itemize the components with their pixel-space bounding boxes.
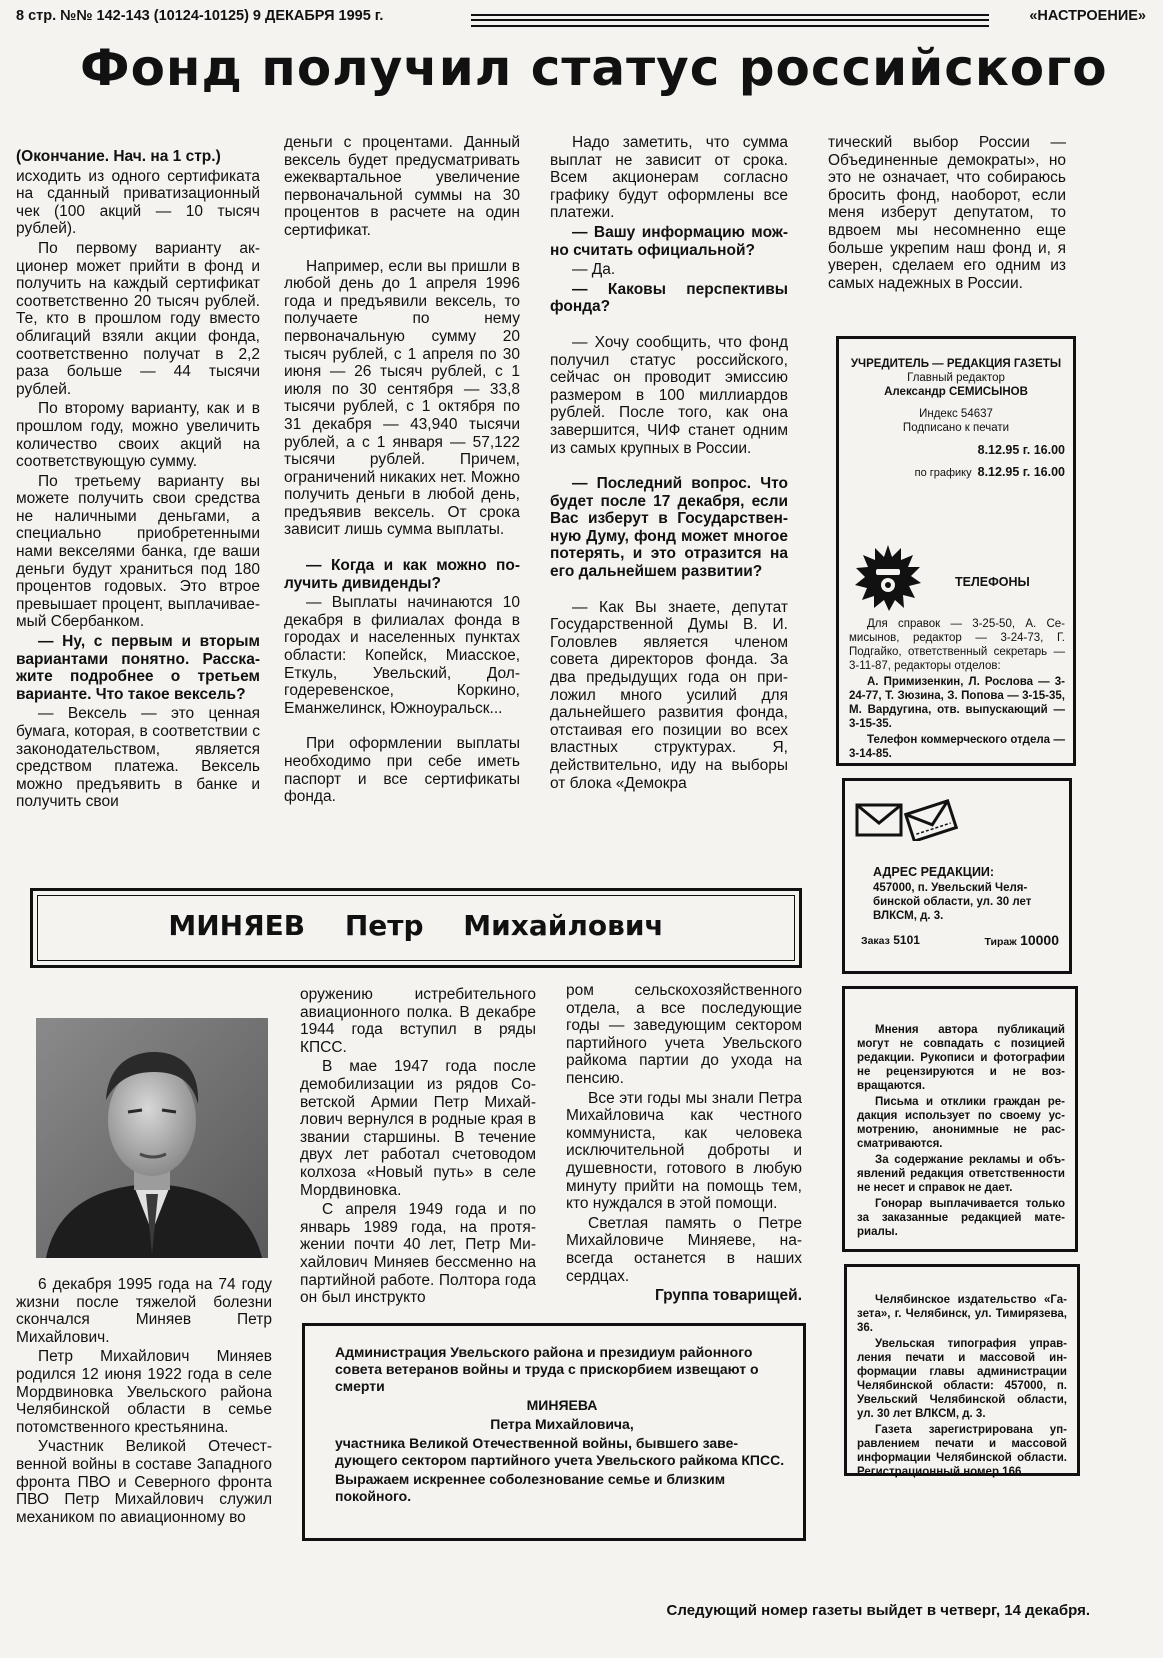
paragraph: Все эти годы мы знали Петра Михайловича как честного коммуниста, как человека исключительной доброты и душевности, готового в любую минуту прийти на помощь тем, кто нуждался в этой помощи.	[566, 1089, 802, 1213]
paragraph: Петр Михайлович Миняев родился 12 июня 1922 года в селе Мордвиновка Увельского района Челябинской области в семье потомственного крестьянина.	[16, 1348, 272, 1436]
condolence-intro: Администрация Увельского района и президиум районного совета ветеранов войны и труда с прискорбием извещают о смерти	[335, 1344, 759, 1394]
signed-time: 8.12.95 г. 16.00	[977, 443, 1065, 457]
address-text: 457000, п. Увельский Челябинской области, ул. 30 лет ВЛКСМ, д. 3.	[873, 882, 1032, 922]
circulation-number: 10000	[1020, 932, 1059, 948]
article-headline: Фонд получил статус российского	[80, 39, 1108, 97]
condolence-description: участника Великой Отечественной войны, бывшего заведующего сектором партийного учета Увельского райкома КПСС.	[335, 1435, 785, 1468]
publisher-box	[844, 1264, 1080, 1476]
paragraph: По первому варианту акционер может прийти в фонд и получить на каждый сертификат соответственно 20 тысяч рублей. Те, кто в прошлом году вместо облигаций взяли акции фонда, соответственно получат в 2,2 раза больше — 44 тысячи рублей.	[16, 239, 260, 398]
portrait-photo-image	[36, 1018, 268, 1258]
index-line: Индекс 54637	[919, 408, 993, 420]
paragraph: Группа товарищей.	[654, 1287, 802, 1305]
imprint-box	[836, 336, 1076, 766]
paragraph: — Вашу информацию можно считать официальной?	[550, 223, 788, 259]
order-label: Заказ	[861, 935, 890, 947]
condolence-given-name: Петра Михайловича,	[490, 1416, 634, 1432]
obituary-column-2	[300, 986, 536, 1309]
obituary-name: МИНЯЕВ Петр Михайлович	[168, 909, 664, 942]
paragraph: ром сельскохозяйственного отдела, а все последующие годы — заведующим сектором партийного учета Увельского райкома партии до ухода на пенсию.	[566, 982, 802, 1087]
paragraph: Участник Великой Отечественной войны в составе Западного фронта ПВО и Северного фронта ПВО Петр Михайлович служил механиком по авиационному во	[16, 1438, 272, 1526]
notice-paragraph: Челябинское издательство «Газета», г. Челябинск, ул. Тимирязева, 36.	[857, 1294, 1067, 1334]
schedule-label: по графику	[914, 467, 972, 479]
phones-title: ТЕЛЕФОНЫ	[955, 575, 1030, 589]
notice-paragraph: Увельская типография управления печати и массовой информации главы администрации Челябинской области: 457000, п. Увельский Челябинской области, ул. 30 лет ВЛКСМ, д. 3.	[857, 1338, 1067, 1420]
paragraph: деньги с процентами. Данный вексель будет предусматривать ежеквартальное увеличение первоначальной суммы на 30 процентов в расчете на один сертификат.	[284, 134, 520, 239]
editor-name: Александр СЕМИСЫНОВ	[884, 386, 1028, 398]
paragraph: — Каковы перспективы фонда?	[550, 280, 788, 316]
portrait-photo	[36, 1018, 268, 1258]
founder-line: УЧРЕДИТЕЛЬ — РЕДАКЦИЯ ГАЗЕТЫ	[850, 358, 1062, 370]
disclaimer-box	[842, 986, 1078, 1252]
phones-staff: А. Примизенкин, Л. Рослова — 3-24-77, Т. Зюзина, З. Попова — 3-15-35, М. Вардугина, отв. выпускающий — 3-15-35.	[849, 676, 1065, 730]
signed-line: Подписано к печати	[902, 422, 1010, 434]
notice-paragraph: За содержание рекламы и объявлений редакция ответственности не несет и справок не дает.	[857, 1154, 1065, 1194]
address-title: АДРЕС РЕДАКЦИИ:	[873, 865, 995, 879]
masthead-rule	[471, 14, 989, 27]
order-circulation-line	[861, 933, 1059, 949]
paragraph: Например, если вы пришли в любой день до 1 апреля 1996 года и предъявили вексель, то получаете по нему первоначальную сумму 20 тысяч рублей, с 1 апреля по 30 июня — 26 тысяч рублей, с 1 июля по 30 сентября — 33,8 тысячи рублей, с 1 октября по 31 декабря — 43,940 тысячи рублей, а с 1 января — 57,122 тысячи рублей. Причем, ограничений никаких нет. Можно получить деньги в любой день, предъявив вексель. От срока зависит лишь сумма выплаты.	[284, 257, 520, 539]
notice-paragraph: Гонорар выплачивается только за заказанные редакцией материалы.	[857, 1198, 1065, 1238]
paragraph: 6 декабря 1995 года на 74 году жизни после тяжелой болезни скончался Миняев Петр Михайлович.	[16, 1276, 272, 1346]
obituary-name-box	[30, 888, 802, 968]
order-number: 5101	[893, 933, 920, 947]
obituary-column-3	[566, 982, 802, 1307]
next-issue-note: Следующий номер газеты выйдет в четверг, 14 декабря.	[666, 1602, 1090, 1619]
paragraph: — Вексель — это ценная бумага, которая, в соответствии с законодательством, является средством платежа. Вексель можно предъявить в банке и получить свои	[16, 705, 260, 811]
paragraph: При оформлении выплаты необходимо при себе иметь паспорт и все сертификаты фонда.	[284, 735, 520, 806]
article-column-1	[16, 148, 260, 813]
condolence-box	[302, 1323, 806, 1541]
paragraph: (Окончание. Нач. на 1 стр.)	[16, 148, 221, 165]
editor-title: Главный редактор	[907, 372, 1005, 384]
article-column-2	[284, 134, 520, 808]
paragraph: Надо заметить, что сумма выплат не зависит от срока. Всем акционерам согласно графику будут оформлены все платежи.	[550, 134, 788, 222]
paragraph: По третьему варианту вы можете получить свои средства не наличными деньгами, а специально приобретенными нами векселями банка, где ваши деньги будут храниться под 180 процентов годовых. Это втрое превышает процент, выплачиваемый Сбербанком.	[16, 472, 260, 631]
paragraph: По второму варианту, как и в прошлом году, можно увеличить количество своих акций на соответствующую сумму.	[16, 400, 260, 471]
masthead	[16, 8, 1146, 30]
paragraph: С апреля 1949 года и по январь 1989 года, на протяжении почти 40 лет, Петр Михайлович Миняев бессменно на партийной работе. Полтора года он был инструкто	[300, 1201, 536, 1307]
paragraph: — Когда и как можно получить дивиденды?	[284, 557, 520, 592]
notice-paragraph: Письма и отклики граждан редакция использует по своему усмотрению, анонимные не рассматриваются.	[857, 1096, 1065, 1150]
page-issue-date: 8 стр. №№ 142-143 (10124-10125) 9 ДЕКАБРЯ 1995 г.	[16, 8, 384, 24]
paragraph: Светлая память о Петре Михайловиче Миняеве, навсегда останется в наших сердцах.	[566, 1214, 802, 1285]
paragraph: — Выплаты начинаются 10 декабря в филиалах фонда в городах и населенных пунктах области: Копейск, Миасское, Еткуль, Увельский, Долгодеревенское, Коркино, Еманжелинск, Южноуральск...	[284, 594, 520, 717]
paragraph: — Ну, с первым и вторым вариантами понятно. Расскажите подробнее о третьем варианте. Что такое вексель?	[16, 633, 260, 703]
notice-paragraph: Газета зарегистрирована управлением печати и массовой информации Челябинской области. Регистрационный номер 166.	[857, 1424, 1067, 1478]
paragraph: — Да.	[572, 261, 616, 279]
condolence-surname: МИНЯЕВА	[526, 1397, 598, 1413]
paragraph: исходить из одного сертификата на сданный приватизационный чек (100 акций — 10 тысяч рублей).	[16, 167, 260, 238]
article-column-4	[828, 134, 1066, 294]
paragraph: — Как Вы знаете, депутат Государственной Думы В. И. Головлев является членом совета директоров фонда. За два предыдущих года он приложил много усилий для дальнейшего развития фонда, отстаивая его позиции во всех властных структурах. Я, действительно, иду на выборы от блока «Демокра	[550, 598, 788, 792]
condolence-closing: Выражаем искреннее соболезнование семье и близким покойного.	[335, 1471, 726, 1504]
disclaimer-text	[857, 1023, 1065, 1241]
paragraph: — Хочу сообщить, что фонд получил статус российского, сейчас он проводит эмиссию размером в 100 миллиардов рублей. После того, как она завершится, ЧИФ станет одним из самых крупных в России.	[550, 333, 788, 457]
paragraph: В мае 1947 года после демобилизации из рядов Советской Армии Петр Михайлович вернулся в родные края в звании старшины. В течение двух лет работал счетоводом колхоза «Новый путь» в селе Мордвиновка.	[300, 1058, 536, 1199]
imprint-founder-block	[847, 357, 1065, 480]
publisher-text	[857, 1293, 1067, 1481]
paragraph: тический выбор России — Объединенные демократы», но это не означает, что собираюсь бросить фонд, наоборот, если меня изберут депутатом, то вдвоем мы несомненно еще больше укрепим наш фонд и, я уверен, сделаем его одним из самых надежных в России.	[828, 134, 1066, 292]
paragraph: оружению истребительного авиационного полка. В декабре 1944 года вступил в ряды КПСС.	[300, 986, 536, 1056]
notice-paragraph: Мнения автора публикаций могут не совпадать с позицией редакции. Рукописи и фотографии не рецензируются и не возвращаются.	[857, 1024, 1065, 1092]
condolence-content	[335, 1344, 789, 1507]
phones-text: Для справок — 3-25-50, А. Семисынов, редактор — 3-24-73, Г. Подгайко, ответственный секретарь — 3-11-87, редакторы отделов:	[849, 618, 1065, 672]
circulation-label: Тираж	[984, 936, 1017, 948]
schedule-time: 8.12.95 г. 16.00	[977, 465, 1065, 479]
phones-block	[849, 617, 1065, 763]
schedule-line	[847, 465, 1065, 480]
address-box	[842, 778, 1072, 974]
article-column-3	[550, 134, 788, 794]
paragraph: — Последний вопрос. Что будет после 17 декабря, если Вас изберут в Государственную Думу, фонд может многое потерять, и это отразится на его дальнейшем развитии?	[550, 475, 788, 581]
envelopes-icon	[855, 799, 959, 841]
obituary-column-1	[16, 1276, 272, 1528]
telephone-icon	[853, 543, 923, 613]
newspaper-name: «НАСТРОЕНИЕ»	[1029, 8, 1146, 24]
phones-commercial: Телефон коммерческого отдела — 3-14-85.	[849, 734, 1065, 760]
